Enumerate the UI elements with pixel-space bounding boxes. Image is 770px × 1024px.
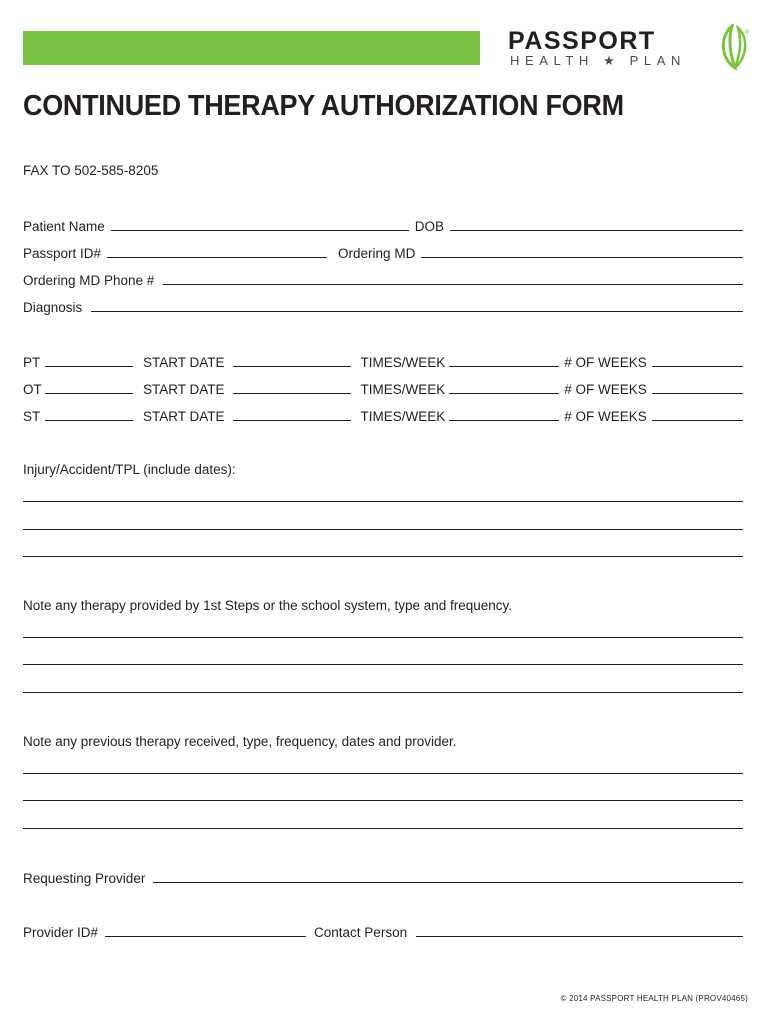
requesting-provider-label: Requesting Provider <box>23 871 146 886</box>
contact-person-field[interactable] <box>416 936 743 937</box>
pt-weeks-field[interactable] <box>652 366 743 367</box>
passport-logo <box>508 22 753 72</box>
requesting-provider-field[interactable] <box>153 882 743 883</box>
form-title: CONTINUED THERAPY AUTHORIZATION FORM <box>23 90 624 122</box>
st-start-date-field[interactable] <box>233 420 351 421</box>
first-steps-line-3[interactable] <box>23 692 743 693</box>
ordering-md-field[interactable] <box>421 257 743 258</box>
leaf-logo-icon <box>718 24 752 70</box>
previous-therapy-line-1[interactable] <box>23 773 743 774</box>
dob-field[interactable] <box>450 230 743 231</box>
ot-weeks-field[interactable] <box>652 393 743 394</box>
first-steps-label: Note any therapy provided by 1st Steps or the school system, type and frequency. <box>23 598 513 613</box>
injury-label: Injury/Accident/TPL (include dates): <box>23 462 236 477</box>
patient-name-label: Patient Name <box>23 219 105 234</box>
ot-times-week-field[interactable] <box>449 393 559 394</box>
therapy-type-label: OT <box>23 382 42 397</box>
therapy-type-label: ST <box>23 409 41 424</box>
previous-therapy-line-2[interactable] <box>23 800 743 801</box>
provider-id-label: Provider ID# <box>23 925 99 940</box>
diagnosis-field[interactable] <box>91 311 743 312</box>
patient-name-row <box>23 215 743 235</box>
ordering-md-phone-row <box>23 269 743 289</box>
logo-wordmark: PASSPORT <box>508 27 656 55</box>
times-week-label: TIMES/WEEK <box>360 355 446 370</box>
start-date-label: START DATE <box>143 382 225 397</box>
passport-id-row <box>23 242 743 262</box>
ot-field[interactable] <box>45 393 133 394</box>
requesting-provider-row <box>23 867 743 887</box>
st-field[interactable] <box>45 420 133 421</box>
diagnosis-row <box>23 296 743 316</box>
fax-number: FAX TO 502-585-8205 <box>23 163 159 178</box>
first-steps-line-1[interactable] <box>23 637 743 638</box>
st-times-week-field[interactable] <box>449 420 559 421</box>
injury-line-1[interactable] <box>23 501 743 502</box>
first-steps-line-2[interactable] <box>23 664 743 665</box>
start-date-label: START DATE <box>143 409 225 424</box>
logo-subtitle: HEALTH ★ PLAN <box>510 53 686 68</box>
therapy-type-label: PT <box>23 355 41 370</box>
passport-id-label: Passport ID# <box>23 246 102 261</box>
weeks-label: # OF WEEKS <box>564 409 647 424</box>
contact-person-label: Contact Person <box>314 925 408 940</box>
passport-id-field[interactable] <box>107 257 327 258</box>
times-week-label: TIMES/WEEK <box>360 409 446 424</box>
weeks-label: # OF WEEKS <box>564 382 647 397</box>
injury-line-2[interactable] <box>23 529 743 530</box>
dob-label: DOB <box>414 219 445 234</box>
previous-therapy-label: Note any previous therapy received, type, frequency, dates and provider. <box>23 734 457 749</box>
svg-text:®: ® <box>745 30 750 36</box>
st-weeks-field[interactable] <box>652 420 743 421</box>
ordering-md-label: Ordering MD <box>338 246 416 261</box>
ordering-md-phone-field[interactable] <box>163 284 743 285</box>
patient-name-field[interactable] <box>111 230 409 231</box>
copyright-footer: © 2014 PASSPORT HEALTH PLAN (PROV40465) <box>560 994 748 1003</box>
therapy-row-st <box>23 405 743 425</box>
previous-therapy-line-3[interactable] <box>23 828 743 829</box>
ordering-md-phone-label: Ordering MD Phone # <box>23 273 155 288</box>
pt-start-date-field[interactable] <box>233 366 351 367</box>
therapy-row-ot <box>23 378 743 398</box>
weeks-label: # OF WEEKS <box>564 355 647 370</box>
start-date-label: START DATE <box>143 355 225 370</box>
times-week-label: TIMES/WEEK <box>360 382 446 397</box>
pt-field[interactable] <box>45 366 133 367</box>
injury-line-3[interactable] <box>23 556 743 557</box>
pt-times-week-field[interactable] <box>449 366 559 367</box>
diagnosis-label: Diagnosis <box>23 300 83 315</box>
provider-id-field[interactable] <box>105 936 306 937</box>
header-green-bar <box>23 31 480 65</box>
therapy-row-pt <box>23 351 743 371</box>
ot-start-date-field[interactable] <box>233 393 351 394</box>
provider-id-row <box>23 921 743 941</box>
